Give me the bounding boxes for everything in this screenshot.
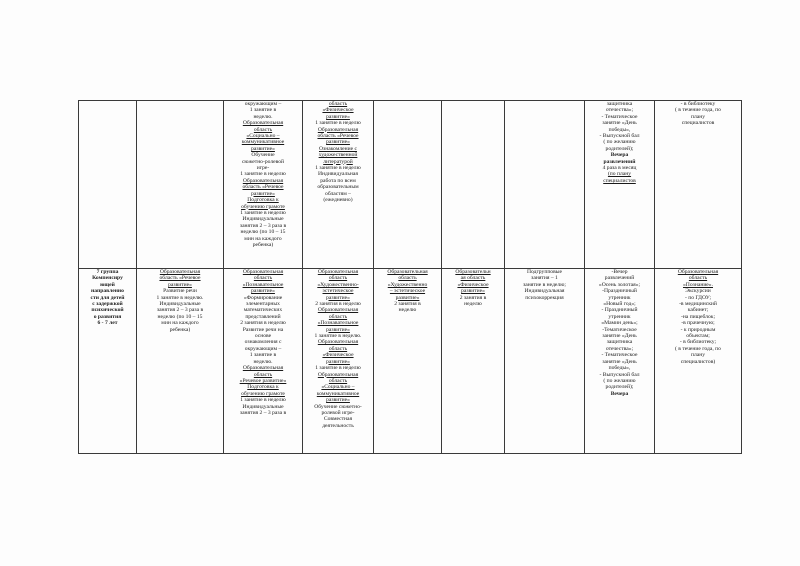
table-cell <box>585 101 655 269</box>
cell-line: Индивидуальные <box>159 301 201 308</box>
cell-line: родителей); <box>605 145 634 152</box>
cell-line: ( в течение года, по <box>675 107 721 114</box>
cell-line: элементарных <box>246 301 280 308</box>
cell-line: развитие» <box>395 294 420 301</box>
cell-line: Образовательная <box>317 269 359 275</box>
cell-line: Подготовка к <box>247 384 279 391</box>
cell-line: специалистов) <box>680 358 716 365</box>
cell-line: 2 занятия в <box>459 294 487 301</box>
cell-line: «Познание». <box>683 281 713 288</box>
cell-line: окружающим – <box>244 345 282 352</box>
cell-line: развитие» <box>251 190 275 197</box>
cell-line: область <box>328 101 348 107</box>
cell-line: 4 раза в месяц <box>602 165 637 172</box>
cell-line: Образовательная <box>317 307 359 314</box>
cell-line: Компенсиру <box>92 275 123 282</box>
cell-line: занятие в неделю; <box>523 281 566 288</box>
cell-line: область <box>253 371 273 378</box>
cell-line: «Речевое развитие» <box>239 377 287 384</box>
cell-line: «Физическое <box>322 107 354 114</box>
cell-line: Развитие речи <box>163 288 197 295</box>
cell-line: занятие «День <box>602 120 637 127</box>
cell-line: «Новый год»; <box>603 301 636 308</box>
cell-line: Образовательная <box>242 269 284 275</box>
cell-line: ая область <box>460 275 486 282</box>
cell-line: объектам; <box>686 333 710 340</box>
cell-line: -Праздничный <box>602 288 637 295</box>
cell-line: Образовательная <box>242 120 284 127</box>
table-cell <box>137 269 224 454</box>
group-title-cell <box>79 269 137 454</box>
cell-line: Экскурсии <box>685 288 711 295</box>
cell-line: развлечений <box>603 158 636 165</box>
cell-line: область «Речевое <box>317 133 359 140</box>
cell-line: Вечера <box>610 152 629 159</box>
cell-line: основе <box>254 333 272 340</box>
cell-line: Обучение <box>251 152 275 159</box>
cell-line: развитие» <box>251 288 275 295</box>
table-cell <box>224 101 303 269</box>
table-row <box>79 269 742 454</box>
cell-line: «Физическое <box>457 281 489 288</box>
table-row <box>79 101 742 269</box>
cell-line: -в медицинский <box>679 301 717 308</box>
cell-line: - Тематическое <box>601 113 638 120</box>
cell-line: неделю. <box>253 113 273 120</box>
cell-line: развитие» <box>326 326 350 333</box>
cell-line: область <box>328 345 348 352</box>
cell-line: развитие» <box>326 294 350 301</box>
cell-line: - Выпускной бал <box>599 371 640 378</box>
table-cell <box>79 101 137 269</box>
cell-line: 2 занятия в неделю <box>315 301 361 308</box>
table-cell <box>505 101 585 269</box>
cell-line: Вечера <box>610 390 629 397</box>
cell-line: развитие» <box>326 113 350 120</box>
cell-line: о развития <box>93 313 122 320</box>
cell-line: область <box>398 275 417 282</box>
cell-line: защитника <box>606 101 633 107</box>
cell-line: (по плану <box>607 171 632 178</box>
cell-line: отечества»; <box>605 107 634 114</box>
cell-line: развитие» <box>251 145 275 152</box>
cell-line: -в прачечную; <box>681 320 715 327</box>
cell-line: 1 занятие в неделю <box>315 120 361 127</box>
cell-line: обучению грамоте <box>241 390 285 397</box>
cell-line: развитие» <box>326 358 350 365</box>
cell-line: Образовательная <box>159 269 201 275</box>
cell-line: 1 занятие в <box>249 352 277 359</box>
cell-line: деятельность <box>322 422 354 429</box>
cell-line: область «Речевое <box>242 184 284 191</box>
cell-line: ознакомления с <box>244 339 282 346</box>
cell-line: Образовательная <box>317 126 359 133</box>
cell-line: - по ГДОУ; <box>684 294 712 301</box>
cell-line: область <box>688 275 708 282</box>
cell-line: Подготовка к <box>247 197 279 204</box>
table-cell <box>303 101 374 269</box>
cell-line: областям – <box>325 190 351 197</box>
cell-line: 1 занятие в неделю. <box>156 294 204 301</box>
cell-line: мин на каждого <box>161 320 199 327</box>
cell-line: занятие «День <box>602 333 637 340</box>
cell-line: ( по желанию <box>603 377 636 384</box>
cell-line: - в библиотеку; <box>679 339 717 346</box>
table-cell <box>303 269 374 454</box>
cell-line: ющей <box>100 281 115 288</box>
cell-line: развитие» <box>326 397 350 404</box>
schedule-table <box>78 100 742 454</box>
cell-line: 1 занятие в неделю <box>240 397 286 404</box>
cell-line: -Вечер <box>611 269 628 275</box>
cell-line: (ежедневно) <box>323 197 353 204</box>
cell-line: неделю (по 10 – 15 <box>240 229 286 236</box>
cell-line: неделю <box>398 307 417 314</box>
cell-line: - Праздничный <box>601 307 638 314</box>
cell-line: 1 занятие в <box>249 107 277 114</box>
cell-line: специалистов <box>681 120 715 127</box>
cell-line: победы», <box>608 126 631 133</box>
cell-line: Образовательная <box>317 339 359 346</box>
cell-line: развитие» <box>168 281 192 288</box>
cell-line: занятия 2 – 3 раза в <box>239 409 287 416</box>
cell-line: неделю (по 10 – 15 <box>157 313 203 320</box>
cell-line: 2 занятия в неделю <box>240 320 286 327</box>
cell-line: область <box>328 275 348 282</box>
cell-line: защитника <box>606 339 633 346</box>
cell-line: «Художественно- <box>317 281 359 288</box>
table-cell <box>137 101 224 269</box>
cell-line: область <box>253 126 273 133</box>
cell-line: 1 занятие в неделю <box>315 365 361 372</box>
cell-line: Ознакомление с <box>318 145 357 152</box>
cell-line: неделю <box>464 301 482 308</box>
cell-line: «Познавательное <box>242 281 284 288</box>
cell-line: математических <box>243 307 283 314</box>
cell-line: психической <box>91 307 124 314</box>
cell-line: литературой <box>323 158 353 165</box>
cell-line: «Мамин день»; <box>601 320 638 327</box>
cell-line: область <box>253 275 273 282</box>
table-cell <box>505 269 585 454</box>
cell-line: занятие «День <box>602 358 637 365</box>
cell-line: победы», <box>608 365 631 372</box>
cell-line: обучению грамоте <box>241 203 285 210</box>
cell-line: – эстетическое <box>389 288 426 295</box>
cell-line: развитие» <box>326 139 350 146</box>
cell-line: занятия 2 – 3 раза в <box>156 307 204 314</box>
cell-line: 6 - 7 лет <box>97 320 118 327</box>
cell-line: родителей); <box>605 384 634 391</box>
cell-line: «Социально – <box>321 384 355 391</box>
cell-line: Развитие речи на <box>242 326 284 333</box>
table-cell <box>655 269 742 454</box>
cell-line: Совместная <box>323 416 353 423</box>
table-cell <box>374 269 442 454</box>
cell-line: работа по всем <box>320 177 356 184</box>
cell-line: область <box>328 377 348 384</box>
table-cell <box>655 101 742 269</box>
cell-line: область «Речевое <box>159 275 201 282</box>
cell-line: неделю. <box>253 358 273 365</box>
cell-line: - к природным <box>680 326 716 333</box>
cell-line: - Тематическое <box>601 352 638 359</box>
cell-line: Обучение сюжетно- <box>314 403 362 410</box>
table-cell <box>442 269 505 454</box>
table-cell <box>442 101 505 269</box>
cell-line: ребенка) <box>169 326 191 333</box>
cell-line: 2 занятия в <box>394 301 421 308</box>
cell-line: Образовательная <box>387 269 428 275</box>
cell-line: окружающим – <box>244 101 282 107</box>
table-cell <box>224 269 303 454</box>
cell-line: ( в течение года, по <box>675 345 721 352</box>
cell-line: Индивидуальные <box>242 216 284 223</box>
cell-line: психокоррекция <box>525 294 564 301</box>
cell-line: мин на каждого <box>244 235 282 242</box>
cell-line: ( по желанию <box>603 139 636 146</box>
cell-line: утренник <box>608 294 631 301</box>
cell-line: занятия – 1 <box>531 275 558 282</box>
cell-line: игре- <box>256 165 270 172</box>
cell-line: Индивидуальные <box>242 403 284 410</box>
cell-line: 1 занятие в неделю. <box>314 333 362 340</box>
cell-line: развлечений <box>604 275 635 282</box>
cell-line: Образовательная <box>317 371 359 378</box>
cell-line: плану <box>690 352 706 359</box>
cell-line: Образовательн <box>455 269 491 275</box>
cell-line: ребенка) <box>252 241 274 248</box>
cell-line: Индивидуальная <box>317 171 358 178</box>
cell-line: утренник <box>608 313 631 320</box>
cell-line: «Художественно <box>387 281 428 288</box>
cell-line: занятия 2 – 3 раза в <box>239 222 287 229</box>
cell-line: ролевой игре- <box>321 409 355 416</box>
cell-line: плану <box>690 113 706 120</box>
cell-line: с задержкой <box>92 301 123 308</box>
cell-line: -Тематическое <box>602 326 637 333</box>
cell-line: Образовательная <box>677 269 719 275</box>
cell-line: Подгрупповые <box>526 269 562 275</box>
cell-line: «Осень золотая»; <box>598 281 641 288</box>
cell-line: художественной <box>318 152 358 159</box>
cell-line: 1 занятие в неделю <box>240 171 286 178</box>
cell-line: образовательным <box>317 184 359 191</box>
cell-line: эстетическое <box>322 288 354 295</box>
cell-line: коммуникативное <box>241 139 285 146</box>
cell-line: направленно <box>91 288 124 295</box>
cell-line: специалистов <box>603 177 636 184</box>
cell-line: 7 группа <box>96 269 119 275</box>
cell-line: сюжетно-ролевой <box>241 158 285 165</box>
cell-line: развитие» <box>461 288 485 295</box>
cell-line: «Познавательное <box>317 320 359 327</box>
cell-line: Образовательная <box>242 177 284 184</box>
cell-line: «Социально – <box>246 133 280 140</box>
cell-line: -на пищеблок; <box>680 313 716 320</box>
cell-line: 1 занятие в неделю <box>315 165 361 172</box>
cell-line: Образовательная <box>242 365 284 372</box>
cell-line: коммуникативное <box>316 390 360 397</box>
table-cell <box>374 101 442 269</box>
table-cell <box>585 269 655 454</box>
cell-line: - в библиотеку <box>680 101 716 107</box>
cell-line: 1 занятие в неделю <box>240 209 286 216</box>
cell-line: «Физическое <box>322 352 354 359</box>
cell-line: Индивидуальная <box>524 288 565 295</box>
cell-line: отечества»; <box>605 345 634 352</box>
cell-line: сти для детей <box>90 294 125 301</box>
cell-line: - Выпускной бал <box>599 133 640 140</box>
cell-line: кабинет; <box>687 307 709 314</box>
cell-line: «Формирование <box>243 294 283 301</box>
cell-line: область <box>328 313 348 320</box>
cell-line: представлений <box>245 313 281 320</box>
